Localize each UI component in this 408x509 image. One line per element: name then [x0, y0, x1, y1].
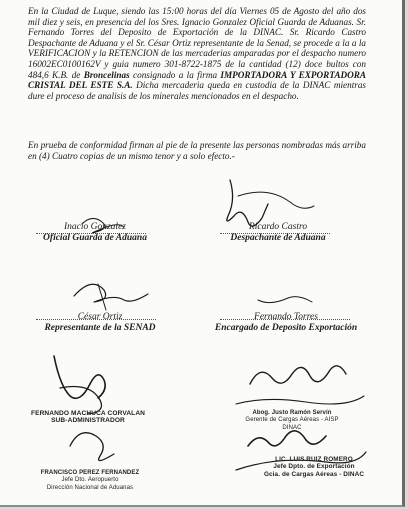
acta-paragraph-2: En prueba de conformidad firman al pie de la presente las personas nombradas más arriba en (4) Cuatro copias de un mismo tenor y a solo efecto.- [28, 140, 366, 161]
signer-name: César Ortiz [77, 312, 123, 322]
acta-text-2: consignado a la firma [129, 69, 221, 80]
stamp-org: Gcia. de Cargas Aéreas - DINAC [263, 470, 365, 478]
signature-ricardo-castro [218, 222, 338, 244]
stamp-title: Jefe Dto. Aeropuerto [61, 477, 119, 484]
signature-inacio-gonzalez [40, 222, 150, 244]
signature-cesar-ortiz [34, 312, 166, 334]
stamp-org: Dirección Nacional de Aduanas [46, 484, 134, 491]
stamp-name: LIC. LUIS RUIZ ROMERO [275, 456, 353, 463]
signer-role: Encargado de Deposito Exportación [214, 323, 358, 333]
signer-name: Fernando Torres [254, 312, 318, 322]
signer-name: Ricardo Castro [248, 222, 308, 232]
signature-fernando-torres [210, 312, 362, 334]
stamp-org: DINAC [282, 424, 302, 431]
stamp-title: Gerente de Cargas Aéreas - AISP [245, 417, 339, 424]
acta-company: IMPORTADORA Y EXPORTADORA CRISTAL DEL ESTE S.A. [28, 69, 366, 91]
stamp-justo-servin [236, 410, 348, 432]
stamp-perez-fernandez [40, 470, 140, 492]
acta-text-3: Dicha mercaderia queda en custodia de la DINAC mientras dure el proceso de analisis de los minerales mencionados en el despacho. [28, 80, 366, 101]
acta-text-1: En la Ciudad de Luque, siendo las 15:00 horas del día Viernes 05 de Agosto del año dos mil diez y seis, en presencia del los Sres. Ignacio Gonzalez Oficial Guarda de Aduanas. Sr. Fernando Torres del Deposito de Exportación de la DINAC. Sr. Ricardo Castro Despachante de Aduana y el Sr. César Ortiz representante de la Senad, se procede a la a la VERIFICACION y la RETENCION de las mercaderias amparadas por el despacho numero 16002EC0100162V y guia numero 301-8722-1875 de la cantidad (12) doce bultos con 484,6 K.B. de [28, 6, 366, 80]
stamp-title: SUB-ADMINISTRADOR [51, 417, 125, 425]
signer-role: Despachante de Aduana [230, 233, 326, 243]
signer-role: Representante de la SENAD [44, 323, 156, 333]
stamp-name: Abog. Justo Ramón Servín [252, 410, 332, 416]
stamp-machuca-corvalan [28, 410, 148, 425]
stamp-ruiz-romero [258, 456, 370, 478]
stamp-title: Jefe Dpto. de Exportación [273, 463, 355, 471]
acta-product: Broncelinas [83, 69, 130, 80]
stamp-name: FERNANDO MACHUCA CORVALAN [30, 410, 146, 417]
signer-name: Inacio Gonzalez [63, 222, 126, 232]
stamp-name: FRANCISCO PEREZ FERNANDEZ [40, 470, 140, 476]
signer-role: Oficial Guarda de Aduana [43, 233, 147, 243]
